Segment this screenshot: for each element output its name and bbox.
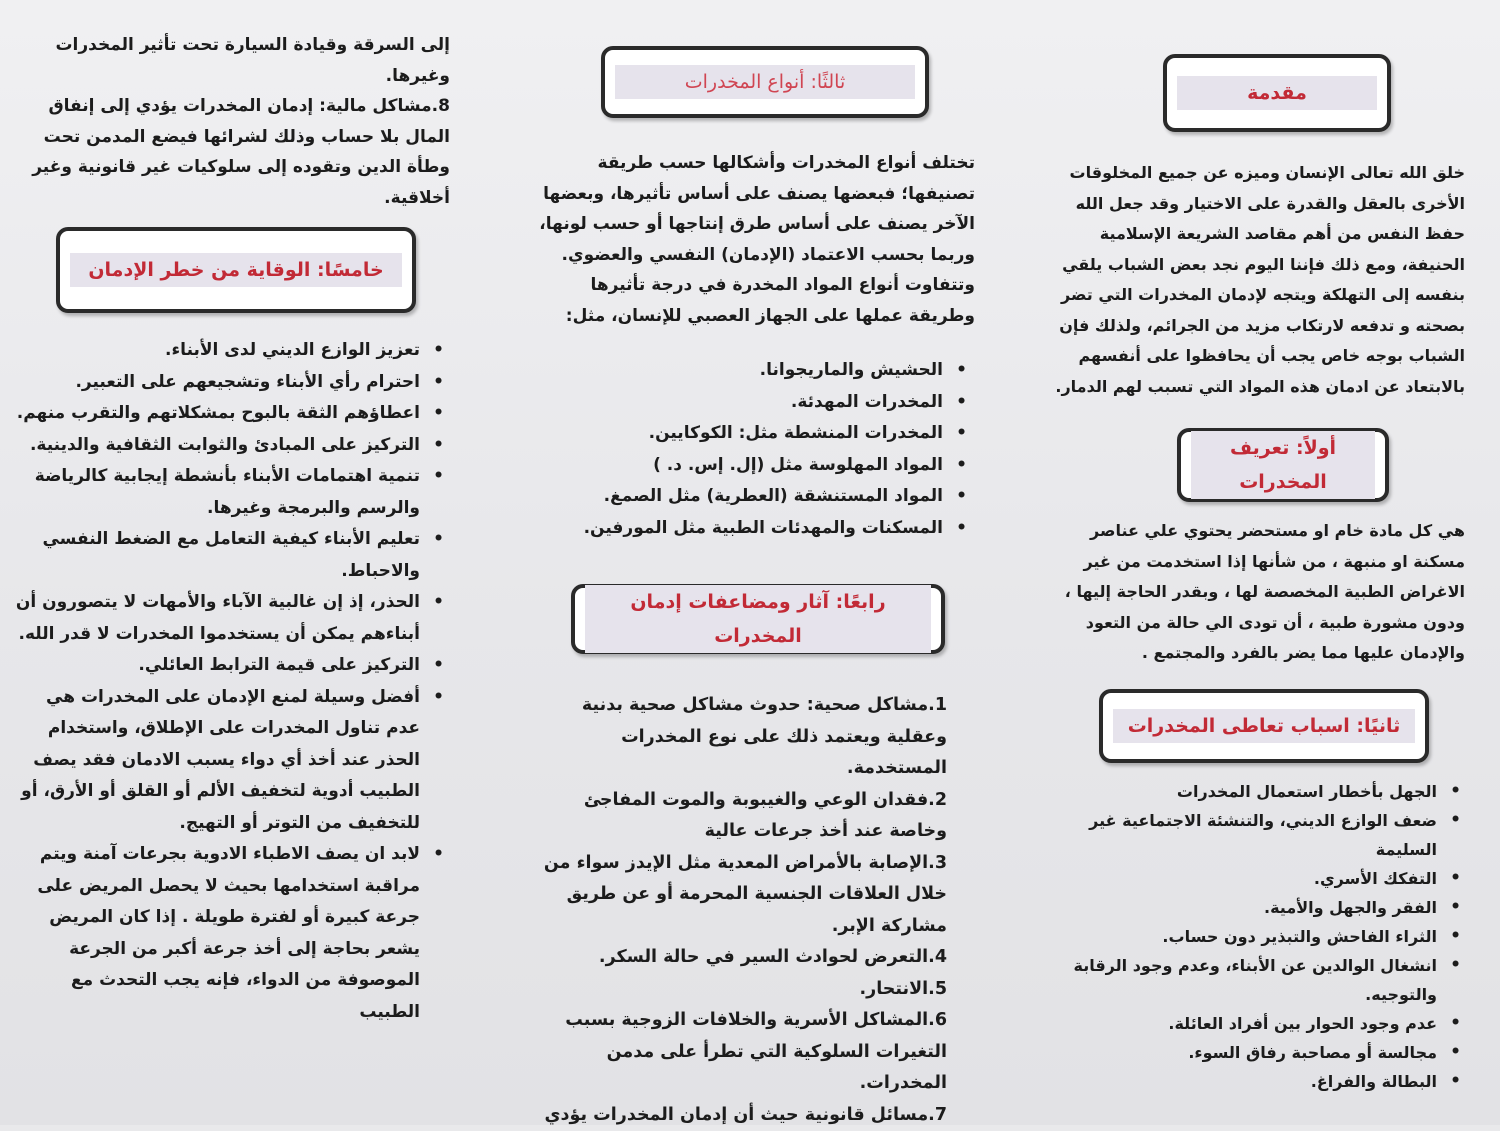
intro-heading-box (1163, 54, 1391, 132)
types-paragraph: تختلف أنواع المخدرات وأشكالها حسب طريقة تصنيفها؛ فبعضها يصنف على أساس تأثيرها، وبعضها الآخر يصنف على أساس طرق إنتاجها أو حسب لونها، وربما بحسب الاعتماد (الإدمان) النفسي والعضوي. وتتفاوت أنواع المواد المخدرة في درجة تأثيرها وطريقة عملها على الجهاز العصبي للإنسان، مثل: (525, 148, 975, 331)
types-heading-box (601, 46, 929, 118)
list-item: • انشغال الوالدين عن الأبناء، وعدم وجود الرقابة والتوجيه. (1035, 951, 1437, 1009)
list-item: • الثراء الفاحش والتبذير دون حساب. (1035, 922, 1437, 951)
list-item: • تعزيز الوازع الديني لدى الأبناء. (15, 335, 420, 367)
continuation-line-1: إلى السرقة وقيادة السيارة تحت تأثير المخدرات وغيرها. (10, 30, 450, 91)
list-item: 3.الإصابة بالأمراض المعدية مثل الإيدز سواء من خلال العلاقات الجنسية المحرمة أو عن طريق مشاركة الإبر. (527, 848, 947, 943)
causes-heading-box (1099, 689, 1429, 763)
list-item: • تعليم الأبناء كيفية التعامل مع الضغط النفسي والاحباط. (15, 524, 420, 587)
causes-list (1035, 777, 1465, 1096)
list-item: • التركيز على قيمة الترابط العائلي. (15, 650, 420, 682)
definition-heading-box (1177, 428, 1389, 502)
continuation-line-2: 8.مشاكل مالية: إدمان المخدرات يؤدي إلى إنفاق المال بلا حساب وذلك لشرائها فيضع المدمن تحت وطأة الدين وتقوده إلى سلوكيات غير قانونية وغير أخلاقية. (10, 91, 450, 213)
prevention-list (15, 335, 450, 1028)
types-heading: ثالثًا: أنواع المخدرات (615, 65, 915, 99)
effects-heading: رابعًا: آثار ومضاعفات إدمان المخدرات (585, 585, 931, 653)
list-item: • الحشيش والماريجوانا. (520, 355, 943, 387)
list-item: • الفقر والجهل والأمية. (1035, 893, 1437, 922)
list-item: • التركيز على المبادئ والثوابت الثقافية والدينية. (15, 430, 420, 462)
list-item: 5.الانتحار. (527, 974, 947, 1006)
prevention-heading-box (56, 227, 416, 313)
list-item: • البطالة والفراغ. (1035, 1067, 1437, 1096)
column-left (8, 30, 450, 1028)
prevention-heading: خامسًا: الوقاية من خطر الإدمان (70, 253, 402, 287)
causes-heading: ثانيًا: اسباب تعاطى المخدرات (1113, 709, 1415, 743)
column-middle (520, 44, 975, 1131)
list-item: • الجهل بأخطار استعمال المخدرات (1035, 777, 1437, 806)
list-item: • احترام رأي الأبناء وتشجيعهم على التعبير. (15, 367, 420, 399)
list-item: 6.المشاكل الأسرية والخلافات الزوجية بسبب التغيرات السلوكية التي تطرأ على مدمن المخدرات. (527, 1005, 947, 1100)
effects-heading-box (571, 584, 945, 654)
list-item: • المواد المستنشقة (العطرية) مثل الصمغ. (520, 481, 943, 513)
list-item: • أفضل وسيلة لمنع الإدمان على المخدرات هي عدم تناول المخدرات على الإطلاق، واستخدام الحذر عند أخذ أي دواء يسبب الادمان فقد يصف الطبيب أدوية لتخفيف الألم أو القلق أو الأرق، أو للتخفيف من التوتر أو التهيج. (15, 682, 420, 840)
list-item: • ضعف الوازع الديني، والتنشئة الاجتماعية غير السليمة (1035, 806, 1437, 864)
column-right (1035, 48, 1465, 1096)
list-item: • تنمية اهتمامات الأبناء بأنشطة إيجابية كالرياضة والرسم والبرمجة وغيرها. (15, 461, 420, 524)
list-item: 2.فقدان الوعي والغيبوبة والموت المفاجئ وخاصة عند أخذ جرعات عالية (527, 785, 947, 848)
list-item: • اعطاؤهم الثقة بالبوح بمشكلاتهم والتقرب منهم. (15, 398, 420, 430)
definition-heading: أولاً: تعريف المخدرات (1191, 431, 1375, 499)
list-item: • عدم وجود الحوار بين أفراد العائلة. (1035, 1009, 1437, 1038)
list-item: • المسكنات والمهدئات الطبية مثل المورفين. (520, 513, 943, 545)
list-item: 1.مشاكل صحية: حدوث مشاكل صحية بدنية وعقلية ويعتمد ذلك على نوع المخدرات المستخدمة. (527, 690, 947, 785)
definition-paragraph: هي كل مادة خام او مستحضر يحتوي علي عناصر مسكنة او منبهة ، من شأنها إذا استخدمت من غير الاغراض الطبية المخصصة لها ، وبقدر الحاجة إليها ، ودون مشورة طبية ، أن تودى الي حالة من التعود والإدمان عليها مما يضر بالفرد والمجتمع . (1040, 516, 1465, 669)
intro-heading: مقدمة (1177, 76, 1377, 110)
list-item: • المخدرات المهدئة. (520, 387, 943, 419)
list-item: • لابد ان يصف الاطباء الادوية بجرعات آمنة ويتم مراقبة استخدامها بحيث لا يحصل المريض على جرعة كبيرة أو لفترة طويلة . إذا كان المريض يشعر بحاجة إلى أخذ جرعة أكبر من الجرعة الموصوفة من الدواء، فإنه يجب التحدث مع الطبيب (15, 839, 420, 1028)
list-item: • مجالسة أو مصاحبة رفاق السوء. (1035, 1038, 1437, 1067)
types-list (520, 355, 975, 544)
list-item: • المخدرات المنشطة مثل: الكوكايين. (520, 418, 943, 450)
list-item: • الحذر، إذ إن غالبية الآباء والأمهات لا يتصورون أن أبناءهم يمكن أن يستخدموا المخدرات لا قدر الله. (15, 587, 420, 650)
list-item: 7.مسائل قانونية حيث أن إدمان المخدرات يؤدي (527, 1100, 947, 1131)
list-item: 4.التعرض لحوادث السير في حالة السكر. (527, 942, 947, 974)
list-item: • المواد المهلوسة مثل (إل. إس. د. ) (520, 450, 943, 482)
intro-paragraph: خلق الله تعالى الإنسان وميزه عن جميع المخلوقات الأخرى بالعقل والقدرة على الاختيار وقد جعل الله حفظ النفس من أهم مقاصد الشريعة الإسلامية الحنيفة، ومع ذلك فإننا اليوم نجد بعض الشباب يلقي بنفسه إلى التهلكة ويتجه لإدمان المخدرات التي تضر بصحته و تدفعه لارتكاب مزيد من الجرائم، ولذلك فإن الشباب بوجه خاص يجب أن يحافظوا على أنفسهم بالابتعاد عن ادمان هذه المواد التي تسبب لهم الدمار. (1040, 158, 1465, 402)
list-item: • التفكك الأسري. (1035, 864, 1437, 893)
effects-list (527, 690, 975, 1131)
